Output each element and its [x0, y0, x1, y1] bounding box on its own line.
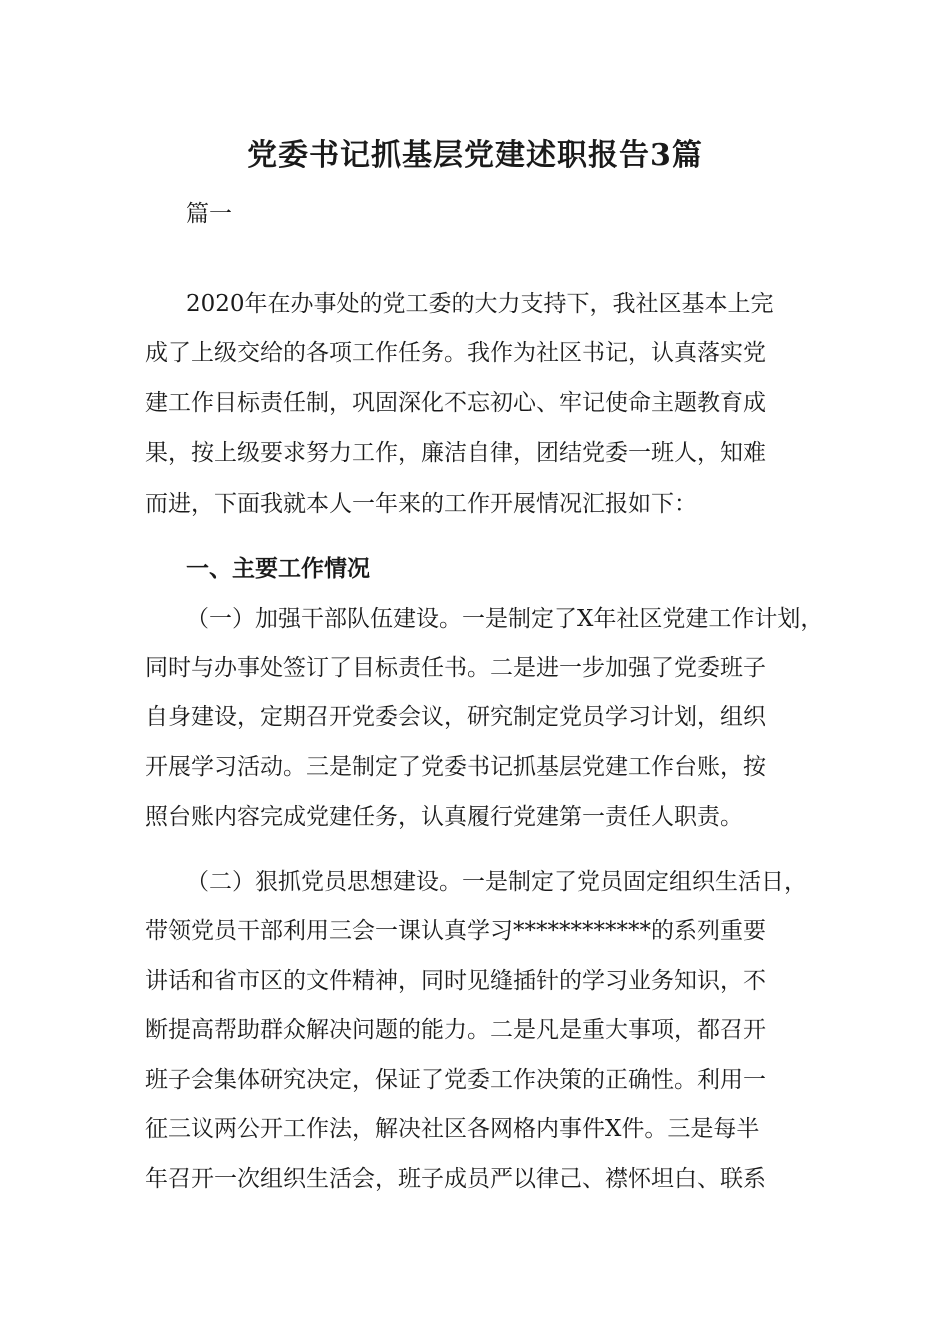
intro-line: 建工作目标责任制，巩固深化不忘初心、牢记使命主题教育成: [145, 390, 766, 416]
paragraph-line: 断提高帮助群众解决问题的能力。二是凡是重大事项，都召开: [145, 1017, 766, 1043]
paragraph-line: 同时与办事处签订了目标责任书。二是进一步加强了党委班子: [145, 655, 766, 681]
paragraph-line: 带领党员干部利用三会一课认真学习************的系列重要: [145, 918, 766, 944]
paragraph-line: 开展学习活动。三是制定了党委书记抓基层党建工作台账，按: [145, 754, 766, 780]
paragraph-line: 自身建设，定期召开党委会议，研究制定党员学习计划，组织: [145, 704, 766, 730]
paragraph-line: 讲话和省市区的文件精神，同时见缝插针的学习业务知识，不: [145, 968, 766, 994]
intro-line: 2020年在办事处的党工委的大力支持下，我社区基本上完: [186, 291, 774, 317]
paragraph-line: 照台账内容完成党建任务，认真履行党建第一责任人职责。: [145, 804, 743, 830]
section-heading: 一、主要工作情况: [186, 556, 370, 582]
intro-line: 而进，下面我就本人一年来的工作开展情况汇报如下：: [145, 491, 697, 517]
part-label: 篇一: [186, 201, 232, 227]
intro-line: 果，按上级要求努力工作，廉洁自律，团结党委一班人，知难: [145, 440, 766, 466]
paragraph-line: 班子会集体研究决定，保证了党委工作决策的正确性。利用一: [145, 1067, 766, 1093]
paragraph-line: （一）加强干部队伍建设。一是制定了X年社区党建工作计划，: [186, 606, 824, 632]
paragraph-line: （二）狠抓党员思想建设。一是制定了党员固定组织生活日，: [186, 869, 807, 895]
paragraph-line: 征三议两公开工作法，解决社区各网格内事件X件。三是每半: [145, 1116, 760, 1142]
intro-line: 成了上级交给的各项工作任务。我作为社区书记，认真落实党: [145, 340, 766, 366]
paragraph-line: 年召开一次组织生活会，班子成员严以律己、襟怀坦白、联系: [145, 1166, 766, 1192]
document-title: 党委书记抓基层党建述职报告3篇: [247, 138, 703, 173]
